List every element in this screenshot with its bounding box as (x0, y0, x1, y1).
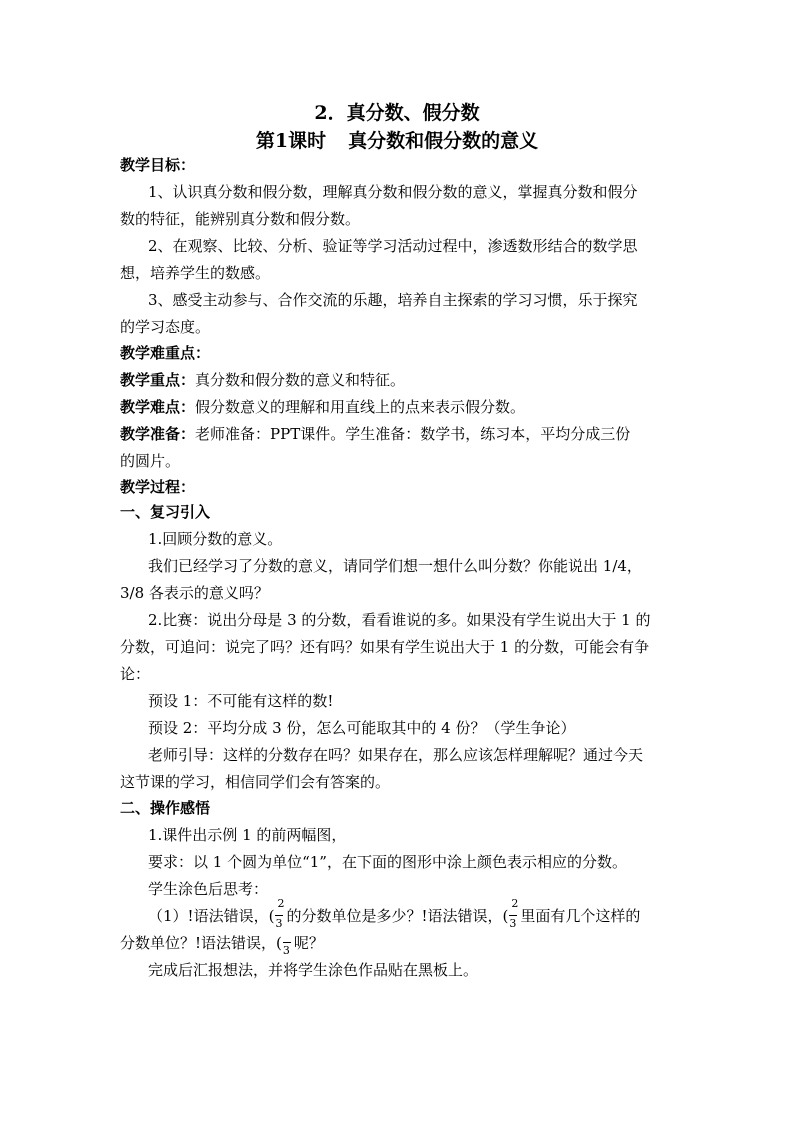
goal-1-line-1: 1、认识真分数和假分数，理解真分数和假分数的意义，掌握真分数和假分 (148, 183, 638, 201)
section-2-heading: 二、操作感悟 (120, 799, 211, 817)
frac-paren: ( (268, 907, 275, 925)
s2-paragraph-4: 完成后汇报想法，并将学生涂色作品贴在黑板上。 (148, 961, 479, 979)
key-point-label: 教学重点： (120, 371, 196, 389)
s1-guide-line-1: 老师引导：这样的分数存在吗？如果存在，那么应该怎样理解呢？通过今天 (148, 746, 644, 764)
s1-paragraph-2-line-1: 我们已经学习了分数的意义，请同学们想一想什么叫分数？你能说出 1/4， (148, 557, 642, 575)
s2-paragraph-1: 1.课件出示例 1 的前两幅图， (148, 826, 347, 844)
fraction-denominator: 3 (282, 944, 290, 957)
s1-paragraph-2-line-2: 3/8 各表示的意义吗？ (120, 584, 269, 602)
q2-prefix: 分数单位？!语法错误， (120, 934, 277, 952)
preparation (120, 424, 630, 444)
goals-heading: 教学目标： (120, 156, 196, 174)
s1-preset-1: 预设 1：不可能有这样的数! (148, 692, 334, 710)
goal-3-line-2: 的学习态度。 (120, 318, 211, 336)
fraction-denominator: 3 (509, 917, 517, 930)
key-point (120, 370, 405, 390)
s1-guide-line-2: 这节课的学习，相信同学们会有答案的。 (120, 773, 391, 791)
s1-paragraph-1: 1.回顾分数的意义。 (148, 530, 283, 548)
fraction-two-thirds (274, 897, 286, 930)
process-heading: 教学过程： (120, 478, 196, 496)
q1-middle-2: 里面有几个这样的 (520, 907, 641, 925)
lesson-number: 第1课时 (255, 130, 327, 152)
lesson-title (0, 126, 794, 153)
frac-paren: ( (276, 934, 282, 952)
s2-question-line-1 (148, 897, 641, 930)
goal-1-line-2: 数的特征，能辨别真分数和假分数。 (120, 210, 361, 228)
s1-preset-2: 预设 2：平均分成 3 份，怎么可能取其中的 4 份？（学生争论） (148, 719, 576, 737)
s2-paragraph-3: 学生涂色后思考： (148, 880, 269, 898)
fraction-numerator: 2 (277, 897, 285, 910)
section-1-heading: 一、复习引入 (120, 503, 211, 521)
s1-paragraph-3-line-2: 分数，可追问：说完了吗？还有吗？如果有学生说出大于 1 的分数，可能会有争 (120, 638, 650, 656)
s2-question-line-2 (120, 933, 324, 957)
section-title: 2．真分数、假分数 (314, 102, 480, 124)
key-point-text: 真分数和假分数的意义和特征。 (195, 371, 406, 389)
s1-paragraph-3-line-1: 2.比赛：说出分母是 3 的分数，看看谁说的多。如果没有学生说出大于 1 的 (148, 611, 651, 629)
q1-prefix: （1）!语法错误， (148, 907, 269, 925)
s1-paragraph-3-line-3: 论： (120, 665, 151, 683)
q1-middle-1: 的分数单位是多少？!语法错误， (286, 907, 503, 925)
s2-paragraph-2: 要求：以 1 个圆为单位“1”，在下面的图形中涂上颜色表示相应的分数。 (148, 853, 627, 871)
keypoints-heading: 教学难重点： (120, 344, 211, 362)
lesson-topic: 真分数和假分数的意义 (348, 130, 539, 152)
goal-2-line-2: 想，培养学生的数感。 (120, 264, 271, 282)
frac-paren: ( (502, 907, 509, 925)
goal-3-line-1: 3、感受主动参与、合作交流的乐趣，培养自主探索的学习习惯，乐于探究 (148, 291, 638, 309)
q2-suffix: 呢？ (293, 934, 324, 952)
difficult-point-label: 教学难点： (120, 398, 196, 416)
fraction-two-thirds (282, 933, 294, 957)
fraction-two-thirds (508, 897, 520, 930)
fraction-denominator: 3 (275, 917, 283, 930)
goal-2-line-1: 2、在观察、比较、分析、验证等学习活动过程中，渗透数形结合的数学思 (148, 237, 638, 255)
difficult-point (120, 397, 525, 417)
preparation-line-2: 的圆片。 (120, 452, 181, 470)
preparation-label: 教学准备： (120, 425, 196, 443)
difficult-point-text: 假分数意义的理解和用直线上的点来表示假分数。 (195, 398, 526, 416)
fraction-numerator: 2 (511, 897, 519, 910)
preparation-text: 老师准备：PPT课件。学生准备：数学书，练习本，平均分成三份 (195, 425, 631, 443)
